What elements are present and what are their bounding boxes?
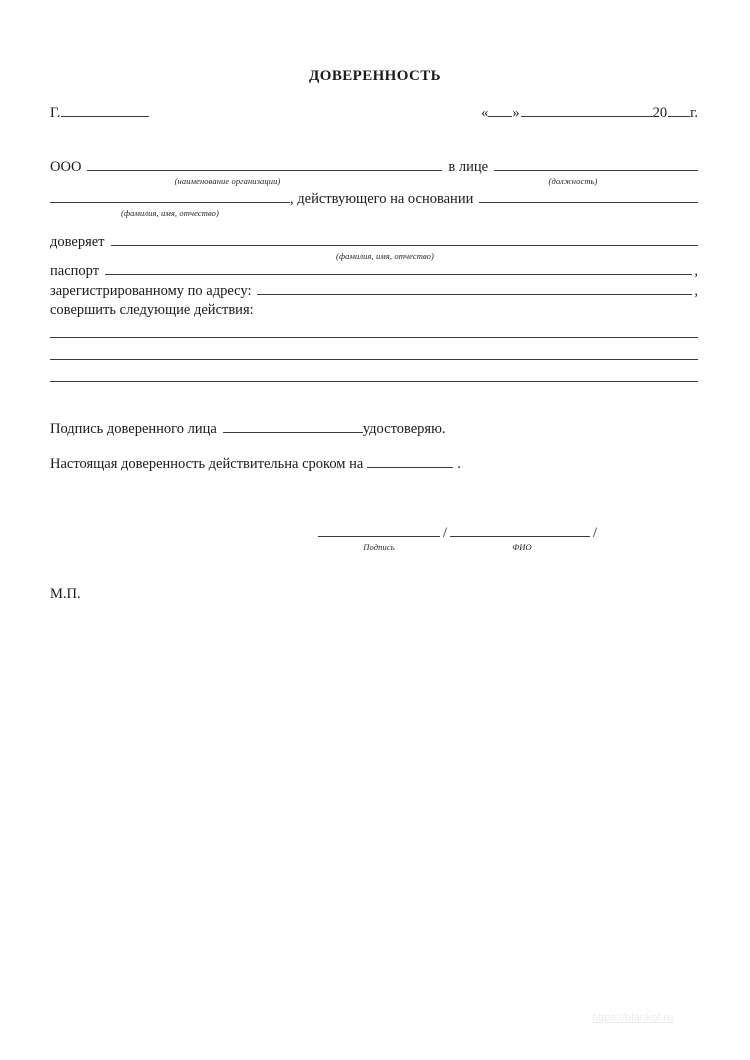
- trustee-signature-certification-block: [50, 420, 698, 438]
- signatory-name-input-line[interactable]: [450, 524, 590, 537]
- date-year-suffix: г.: [690, 104, 698, 121]
- acting-on-basis-line: [50, 190, 698, 208]
- action-input-line[interactable]: [50, 366, 698, 382]
- entity-type-label: ООО: [50, 158, 82, 175]
- caption-position: (должность): [548, 175, 598, 186]
- validity-period-line: [50, 455, 698, 473]
- signature-input-line[interactable]: [318, 524, 440, 537]
- authorizes-label: доверяет: [50, 233, 105, 250]
- caption-signature: Подпись: [363, 541, 395, 552]
- certify-label: удостоверяю.: [362, 420, 446, 437]
- source-watermark: https://blankof.ru: [592, 1012, 674, 1024]
- basis-document-input-line[interactable]: [479, 190, 698, 203]
- action-input-line[interactable]: [50, 322, 698, 338]
- caption-trustee-name: (фамилия, имя, отчество): [336, 250, 434, 261]
- date-year-prefix: 20: [652, 104, 668, 121]
- authorizes-block: [50, 233, 698, 262]
- perform-actions-line: [50, 302, 698, 319]
- caption-representative-name: (фамилия, имя, отчество): [121, 207, 219, 218]
- authorizes-line: [50, 233, 698, 251]
- position-input-line[interactable]: [494, 158, 698, 171]
- date-month-input-line[interactable]: [521, 104, 653, 117]
- caption-signatory-name: ФИО: [512, 541, 532, 552]
- passport-line-comma: ,: [694, 262, 698, 279]
- trustee-details-block: [50, 262, 698, 319]
- date-field-group: [481, 104, 698, 122]
- organization-name-input-line[interactable]: [87, 158, 442, 171]
- trustee-name-input-line[interactable]: [111, 233, 698, 246]
- registered-address-label: зарегистрированному по адресу:: [50, 282, 252, 299]
- date-quote-close: »: [512, 104, 520, 121]
- representative-name-input-line[interactable]: [50, 190, 290, 203]
- signatory-line: [318, 524, 604, 542]
- date-day-input-line[interactable]: [488, 104, 512, 117]
- document-title: ДОВЕРЕННОСТЬ: [309, 68, 441, 84]
- signature-trailing-separator: /: [593, 524, 598, 541]
- trustee-signature-input-line[interactable]: [223, 420, 363, 433]
- validity-period-label: Настоящая доверенность действительна сроком на: [50, 455, 364, 472]
- validity-period-block: [50, 455, 698, 473]
- organization-block: [50, 158, 698, 188]
- stamp-placeholder: М.П.: [50, 586, 81, 602]
- in-person-of-label: в лице: [448, 158, 489, 175]
- acting-on-basis-block: [50, 190, 698, 217]
- passport-label: паспорт: [50, 262, 100, 279]
- passport-line: [50, 262, 698, 280]
- caption-organization-name: (наименование организации): [174, 175, 281, 186]
- date-quote-open: «: [481, 104, 489, 121]
- signatory-captions-row: [318, 543, 604, 552]
- trustee-signature-label: Подпись доверенного лица: [50, 420, 217, 437]
- registered-address-line: [50, 282, 698, 300]
- signatory-block: [318, 524, 604, 551]
- validity-period-end-punctuation: .: [457, 455, 461, 472]
- acting-on-basis-label: , действующего на основании: [290, 190, 474, 207]
- date-year-input-line[interactable]: [668, 104, 690, 117]
- city-and-date-row: [50, 104, 698, 122]
- city-label: Г.: [50, 104, 61, 121]
- signature-separator: /: [443, 524, 448, 541]
- action-input-line[interactable]: [50, 344, 698, 360]
- actions-freeform-area: [50, 322, 698, 382]
- trustee-signature-certification-line: [50, 420, 698, 438]
- passport-input-line[interactable]: [105, 262, 692, 275]
- registered-address-input-line[interactable]: [257, 282, 692, 295]
- validity-period-input-line[interactable]: [367, 455, 453, 468]
- city-input-line[interactable]: [61, 104, 149, 117]
- perform-actions-label: совершить следующие действия:: [50, 301, 254, 318]
- organization-line: [50, 158, 698, 176]
- organization-captions-row: [50, 177, 698, 186]
- registered-address-line-comma: ,: [694, 282, 698, 299]
